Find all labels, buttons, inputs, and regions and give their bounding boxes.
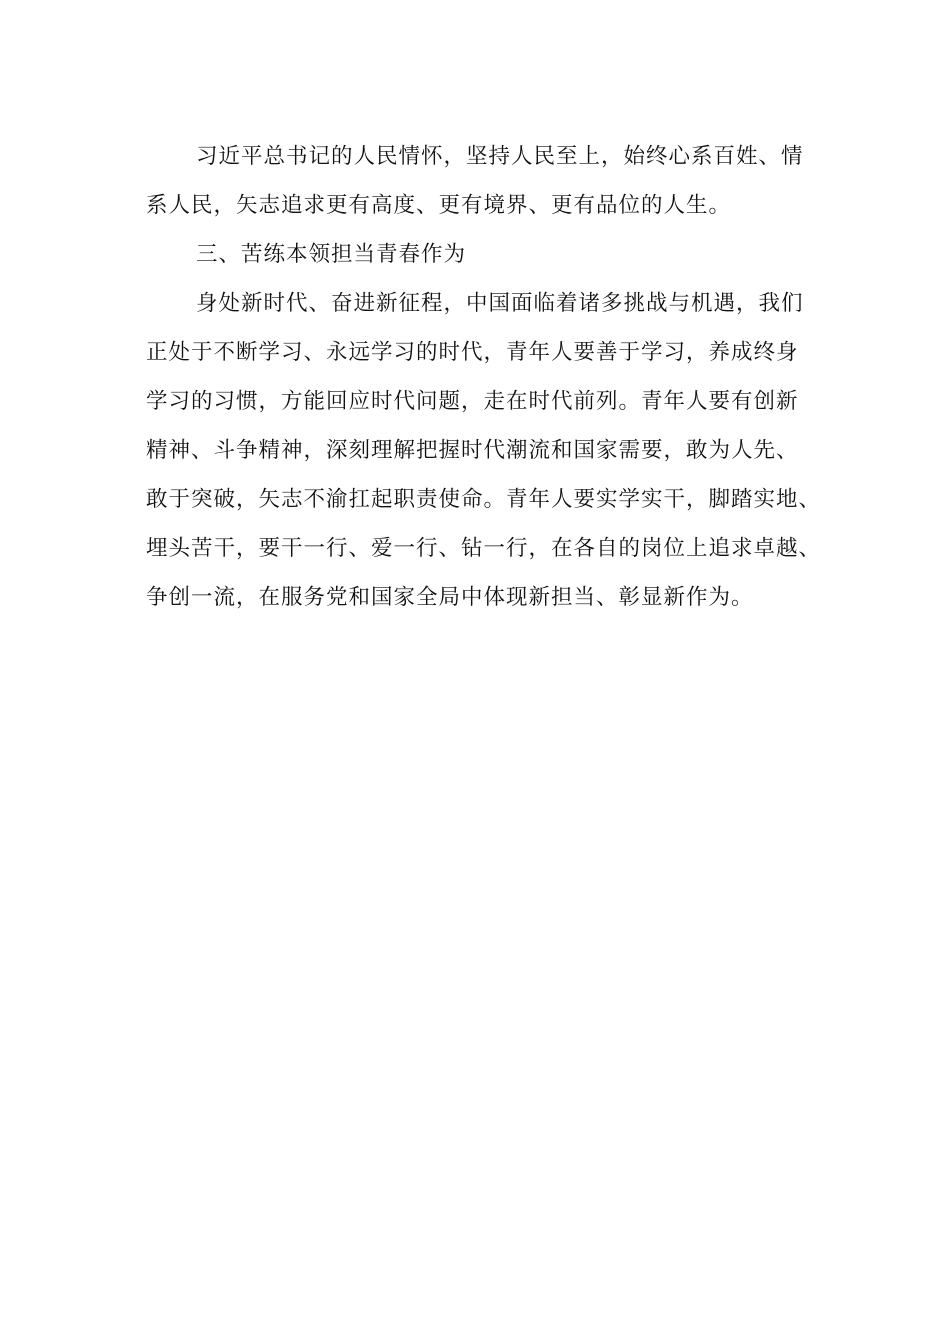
- paragraph-body: [146, 279, 822, 622]
- text-line: 正处于不断学习、永远学习的时代，青年人要善于学习，养成终身: [146, 340, 799, 365]
- text-line: 系人民，矢志追求更有高度、更有境界、更有品位的人生。: [146, 193, 732, 218]
- text-line: 争创一流，在服务党和国家全局中体现新担当、彰显新作为。: [146, 585, 754, 610]
- text-line: 身处新时代、奋进新征程，中国面临着诸多挑战与机遇，我们: [196, 291, 804, 316]
- text-line: 埋头苦干，要干一行、爱一行、钻一行，在各自的岗位上追求卓越、: [146, 536, 822, 561]
- text-line: 学习的习惯，方能回应时代问题，走在时代前列。青年人要有创新: [146, 389, 799, 414]
- paragraph-continuation: [146, 132, 811, 230]
- section-heading: [146, 230, 811, 279]
- text-line: 精神、斗争精神，深刻理解把握时代潮流和国家需要，敢为人先、: [146, 438, 799, 463]
- document-body: [146, 132, 822, 622]
- text-line: 习近平总书记的人民情怀，坚持人民至上，始终心系百姓、情: [196, 144, 804, 169]
- section-heading-text: 三、苦练本领担当青春作为: [196, 242, 467, 267]
- text-line: 敢于突破，矢志不渝扛起职责使命。青年人要实学实干，脚踏实地、: [146, 487, 822, 512]
